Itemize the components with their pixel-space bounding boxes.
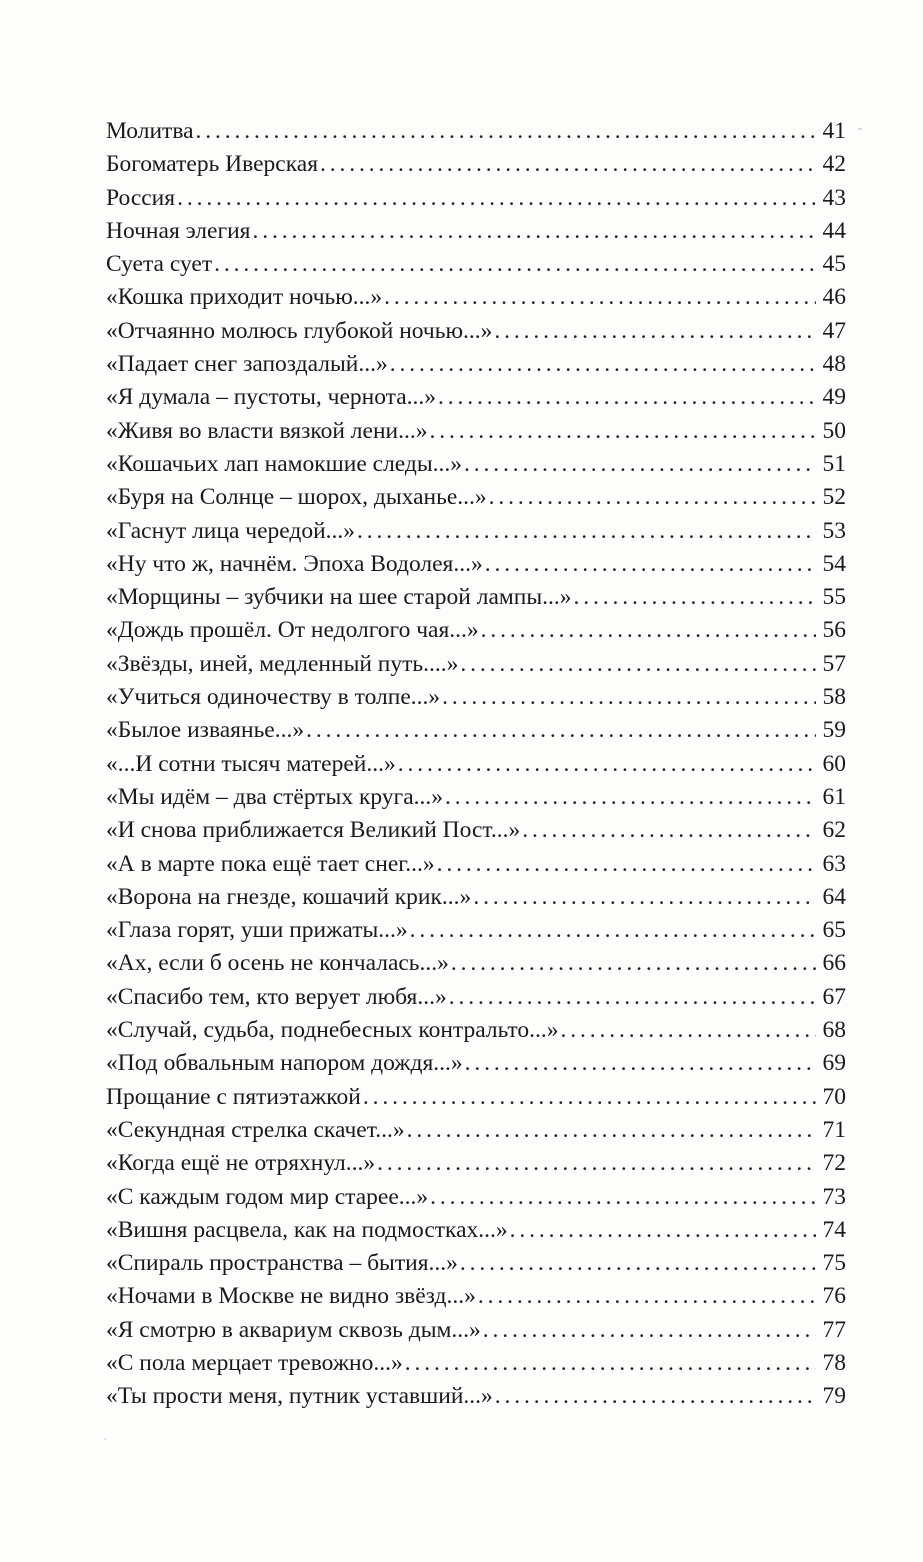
toc-entry-page-number: 57 — [822, 650, 846, 677]
toc-entry-page-number: 56 — [822, 617, 846, 644]
dot-leader — [485, 548, 816, 581]
toc-entry-title: Россия — [106, 184, 176, 211]
toc-entry-title: «Ах, если б осень не кончалась...» — [106, 950, 449, 977]
dot-leader — [449, 981, 816, 1014]
toc-entry — [106, 215, 846, 248]
toc-entry — [106, 1214, 846, 1247]
toc-entry — [106, 248, 846, 281]
dot-leader — [407, 1114, 816, 1147]
dot-leader — [460, 1247, 816, 1280]
dot-leader — [510, 1214, 816, 1247]
dot-leader — [494, 315, 816, 348]
dot-leader — [357, 515, 816, 548]
toc-entry-title: «Живя во власти вязкой лени...» — [106, 417, 428, 444]
toc-entry — [106, 981, 846, 1014]
toc-entry-page-number: 60 — [822, 750, 846, 777]
toc-entry — [106, 515, 846, 548]
dot-leader — [574, 581, 816, 614]
toc-entry — [106, 1181, 846, 1214]
dot-leader — [481, 614, 816, 647]
toc-entry-page-number: 43 — [822, 184, 846, 211]
dot-leader — [196, 115, 816, 148]
dot-leader — [460, 648, 816, 681]
table-of-contents — [106, 115, 846, 1414]
dot-leader — [320, 148, 816, 181]
toc-entry-title: Ночная элегия — [106, 217, 251, 244]
toc-entry-page-number: 58 — [822, 684, 846, 711]
toc-entry-title: Богоматерь Иверская — [106, 151, 319, 178]
toc-entry — [106, 1280, 846, 1313]
toc-entry — [106, 415, 846, 448]
toc-entry-title: «...И сотни тысяч матерей...» — [106, 750, 396, 777]
dot-leader — [483, 1314, 816, 1347]
dot-leader — [561, 1014, 816, 1047]
toc-entry-title: «С каждым годом мир старее...» — [106, 1183, 429, 1210]
toc-entry-title: «Падает снег запоздалый...» — [106, 351, 388, 378]
dot-leader — [478, 1280, 816, 1313]
toc-entry — [106, 581, 846, 614]
toc-entry-title: «Дождь прошёл. От недолгого чая...» — [106, 617, 479, 644]
toc-entry-title: «Я смотрю в аквариум сквозь дым...» — [106, 1316, 481, 1343]
dot-leader — [489, 481, 816, 514]
toc-entry — [106, 1014, 846, 1047]
toc-entry-title: Прощание с пятиэтажкой — [106, 1083, 361, 1110]
toc-entry-page-number: 76 — [822, 1283, 846, 1310]
toc-entry — [106, 781, 846, 814]
toc-entry — [106, 848, 846, 881]
toc-entry-title: «С пола мерцает тревожно...» — [106, 1349, 403, 1376]
toc-entry — [106, 681, 846, 714]
toc-entry — [106, 714, 846, 747]
toc-entry — [106, 315, 846, 348]
toc-entry — [106, 1314, 846, 1347]
toc-entry-page-number: 74 — [822, 1216, 846, 1243]
dot-leader — [473, 881, 816, 914]
dot-leader — [451, 947, 816, 980]
toc-entry-title: «Отчаянно молюсь глубокой ночью...» — [106, 317, 493, 344]
toc-entry — [106, 182, 846, 215]
toc-entry-title: «Ночами в Москве не видно звёзд...» — [106, 1283, 476, 1310]
toc-entry — [106, 548, 846, 581]
dot-leader — [398, 748, 816, 781]
toc-entry-page-number: 68 — [822, 1017, 846, 1044]
toc-entry-page-number: 64 — [822, 883, 846, 910]
toc-entry-page-number: 59 — [822, 717, 846, 744]
toc-entry — [106, 481, 846, 514]
toc-entry — [106, 281, 846, 314]
toc-entry-title: «Спасибо тем, кто верует любя...» — [106, 983, 447, 1010]
toc-entry-title: Суета сует — [106, 251, 213, 278]
toc-entry-title: «Мы идём – два стёртых круга...» — [106, 783, 443, 810]
dot-leader — [384, 281, 816, 314]
toc-entry — [106, 648, 846, 681]
toc-entry-page-number: 44 — [822, 217, 846, 244]
toc-entry — [106, 947, 846, 980]
toc-entry-page-number: 41 — [822, 118, 846, 144]
dot-leader — [306, 714, 816, 747]
toc-entry-page-number: 75 — [822, 1250, 846, 1277]
toc-entry-title: «Под обвальным напором дождя...» — [106, 1050, 463, 1077]
toc-entry-title: «Спираль пространства – бытия...» — [106, 1250, 458, 1277]
toc-entry — [106, 1147, 846, 1180]
toc-entry-title: «Ну что ж, начнём. Эпоха Водолея...» — [106, 550, 483, 577]
dot-leader — [405, 1347, 816, 1380]
toc-entry-page-number: 53 — [822, 517, 846, 544]
dot-leader — [442, 681, 816, 714]
dot-leader — [430, 1181, 816, 1214]
toc-entry-page-number: 51 — [822, 450, 846, 477]
paper-speck — [104, 1438, 106, 1440]
toc-entry-title: «Ты прости меня, путник уставший...» — [106, 1383, 493, 1410]
toc-entry-title: «Вишня расцвела, как на подмостках...» — [106, 1216, 508, 1243]
toc-entry-page-number: 61 — [822, 783, 846, 810]
toc-entry-page-number: 71 — [822, 1116, 846, 1143]
toc-entry-title: «И снова приближается Великий Пост...» — [106, 817, 521, 844]
toc-entry-page-number: 66 — [822, 950, 846, 977]
dot-leader — [495, 1380, 816, 1413]
toc-entry — [106, 748, 846, 781]
toc-entry — [106, 914, 846, 947]
toc-entry — [106, 381, 846, 414]
toc-entry — [106, 614, 846, 647]
toc-entry-page-number: 52 — [822, 484, 846, 511]
toc-entry — [106, 1380, 846, 1413]
dot-leader — [377, 1147, 816, 1180]
paper-speck — [858, 128, 862, 130]
toc-entry — [106, 1047, 846, 1080]
toc-entry-page-number: 65 — [822, 917, 846, 944]
toc-entry-title: «Буря на Солнце – шорох, дыханье...» — [106, 484, 487, 511]
toc-entry-title: «Морщины – зубчики на шее старой лампы...» — [106, 584, 572, 611]
toc-entry — [106, 115, 846, 148]
toc-entry-title: «Ворона на гнезде, кошачий крик...» — [106, 883, 472, 910]
toc-entry-title: «Я думала – пустоты, чернота...» — [106, 384, 437, 411]
toc-entry-page-number: 73 — [822, 1183, 846, 1210]
toc-entry-page-number: 69 — [822, 1050, 846, 1077]
toc-entry-title: «Когда ещё не отряхнул...» — [106, 1150, 376, 1177]
toc-entry-title: Молитва — [106, 118, 194, 144]
toc-entry-page-number: 70 — [822, 1083, 846, 1110]
dot-leader — [214, 248, 816, 281]
toc-entry-page-number: 54 — [822, 550, 846, 577]
dot-leader — [410, 914, 816, 947]
toc-entry-title: «Случай, судьба, поднебесных контральто...» — [106, 1017, 559, 1044]
toc-entry — [106, 1081, 846, 1114]
toc-entry — [106, 1347, 846, 1380]
dot-leader — [445, 781, 816, 814]
toc-entry-page-number: 55 — [822, 584, 846, 611]
toc-entry-title: «Глаза горят, уши прижаты...» — [106, 917, 408, 944]
dot-leader — [437, 848, 816, 881]
toc-entry-page-number: 67 — [822, 983, 846, 1010]
toc-entry — [106, 448, 846, 481]
dot-leader — [252, 215, 816, 248]
toc-entry-title: «Звёзды, иней, медленный путь....» — [106, 650, 459, 677]
toc-entry-title: «А в марте пока ещё тает снег...» — [106, 850, 435, 877]
toc-entry-page-number: 42 — [822, 151, 846, 178]
toc-entry-page-number: 49 — [822, 384, 846, 411]
dot-leader — [430, 415, 817, 448]
toc-entry — [106, 1114, 846, 1147]
toc-entry — [106, 348, 846, 381]
toc-entry-title: «Гаснут лица чередой...» — [106, 517, 356, 544]
dot-leader — [177, 182, 816, 215]
toc-entry-page-number: 47 — [822, 317, 846, 344]
toc-entry-page-number: 48 — [822, 351, 846, 378]
toc-entry-title: «Былое изваянье...» — [106, 717, 305, 744]
toc-entry-title: «Кошачьих лап намокшие следы...» — [106, 450, 463, 477]
dot-leader — [363, 1081, 816, 1114]
toc-entry-title: «Кошка приходит ночью...» — [106, 284, 383, 311]
toc-entry-title: «Учиться одиночеству в толпе...» — [106, 684, 441, 711]
toc-entry-page-number: 79 — [822, 1383, 846, 1410]
toc-entry-page-number: 77 — [822, 1316, 846, 1343]
toc-entry — [106, 148, 846, 181]
toc-entry — [106, 1247, 846, 1280]
dot-leader — [390, 348, 816, 381]
dot-leader — [464, 448, 816, 481]
dot-leader — [438, 381, 816, 414]
toc-entry-page-number: 45 — [822, 251, 846, 278]
toc-entry-title: «Секундная стрелка скачет...» — [106, 1116, 405, 1143]
toc-entry — [106, 814, 846, 847]
toc-entry-page-number: 72 — [822, 1150, 846, 1177]
toc-entry-page-number: 46 — [822, 284, 846, 311]
toc-entry — [106, 881, 846, 914]
dot-leader — [465, 1047, 816, 1080]
toc-entry-page-number: 63 — [822, 850, 846, 877]
toc-entry-page-number: 62 — [822, 817, 846, 844]
toc-entry-page-number: 50 — [822, 417, 846, 444]
toc-entry-page-number: 78 — [822, 1349, 846, 1376]
dot-leader — [522, 814, 816, 847]
